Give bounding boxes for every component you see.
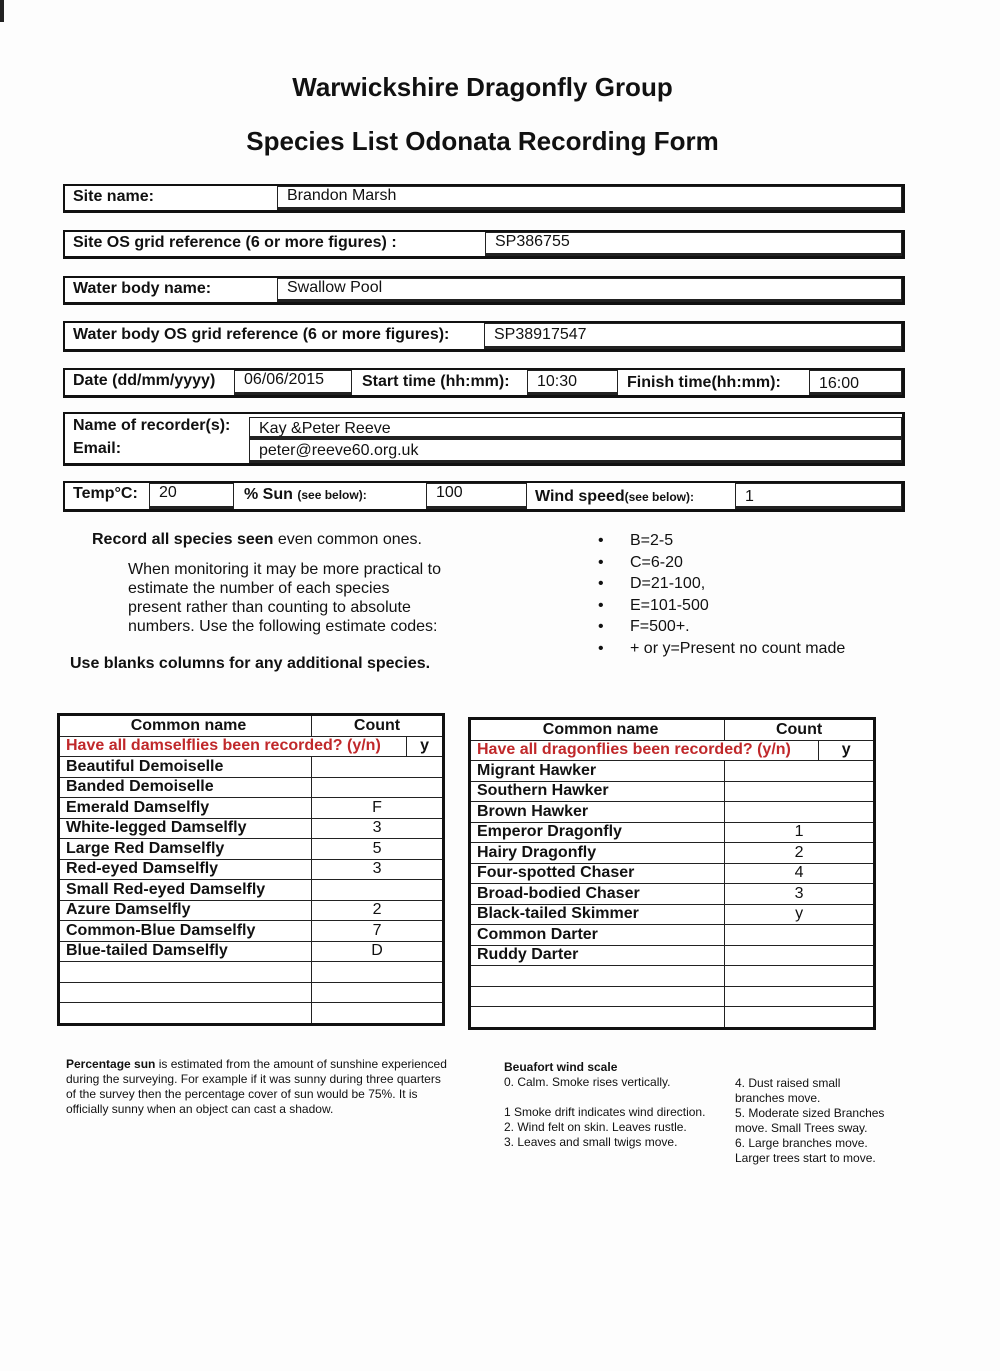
header-common-name: Common name — [470, 719, 725, 741]
date-label: Date (dd/mm/yyyy) — [73, 372, 216, 389]
table-row — [470, 986, 875, 1007]
record-all-note — [92, 531, 422, 549]
estimate-code: • B=2-5 — [598, 532, 845, 554]
beaufort-item: 1 Smoke drift indicates wind direction. — [504, 1105, 706, 1119]
species-count-field[interactable]: 4 — [725, 863, 875, 884]
table-row — [59, 798, 444, 819]
damselfly-question: Have all damselflies been recorded? (y/n) — [59, 736, 407, 757]
date-field[interactable]: 06/06/2015 — [234, 370, 352, 395]
table-header-row — [59, 715, 444, 737]
sun-field[interactable]: 100 — [426, 483, 527, 509]
table-row — [470, 904, 875, 925]
wind-label — [535, 488, 694, 506]
beaufort-item: 6. Large branches move. Larger trees start to move. — [735, 1136, 876, 1165]
species-count-field[interactable] — [312, 880, 444, 901]
beaufort-item: 2. Wind felt on skin. Leaves rustle. — [504, 1120, 687, 1134]
estimate-codes-list — [598, 532, 845, 661]
beaufort-spacer — [504, 1090, 709, 1105]
estimate-code: • D=21-100, — [598, 575, 845, 597]
scan-edge-mark — [0, 0, 4, 22]
species-name: Small Red-eyed Damselfly — [59, 880, 312, 901]
damselfly-answer-field[interactable]: y — [407, 736, 444, 757]
water-grid-field[interactable]: SP38917547 — [484, 323, 902, 349]
species-name: White-legged Damselfly — [59, 818, 312, 839]
sun-explanation-text: is estimated from the amount of sunshine experienced during the surveying. For example if it was sunny during three quarters of the survey then the percentage cover of sun would be 75%. It is officially sunny when an object can cast a shadow. — [66, 1057, 447, 1116]
estimate-code: • + or y=Present no count made — [598, 640, 845, 662]
form-title: Species List Odonata Recording Form — [246, 126, 719, 156]
beaufort-item: 5. Moderate sized Branches move. Small Trees sway. — [735, 1106, 885, 1135]
species-name: Red-eyed Damselfly — [59, 859, 312, 880]
table-row — [59, 839, 444, 860]
species-count-field[interactable]: 2 — [725, 843, 875, 864]
monitoring-line: estimate the number of each species — [128, 580, 390, 597]
species-count-field[interactable] — [312, 982, 444, 1003]
beaufort-item: 4. Dust raised small branches move. — [735, 1076, 841, 1105]
table-row — [470, 945, 875, 966]
recorder-name-field[interactable]: Kay &Peter Reeve — [249, 417, 902, 439]
table-row — [470, 802, 875, 823]
dragonfly-question-row — [470, 740, 875, 761]
timing-row — [63, 368, 905, 398]
species-name — [59, 982, 312, 1003]
species-count-field[interactable] — [725, 761, 875, 782]
species-name: Emperor Dragonfly — [470, 822, 725, 843]
record-all-bold: Record all species seen — [92, 531, 274, 548]
species-name: Brown Hawker — [470, 802, 725, 823]
table-row — [59, 900, 444, 921]
damselfly-question-row — [59, 736, 444, 757]
estimate-code: • C=6-20 — [598, 554, 845, 576]
email-field[interactable]: peter@reeve60.org.uk — [249, 439, 902, 463]
table-row — [59, 757, 444, 778]
table-row — [470, 1007, 875, 1029]
damselfly-table — [57, 713, 445, 1026]
species-name — [470, 1007, 725, 1029]
species-count-field[interactable] — [725, 802, 875, 823]
species-name: Hairy Dragonfly — [470, 843, 725, 864]
org-title: Warwickshire Dragonfly Group — [292, 72, 673, 102]
species-name — [59, 1003, 312, 1025]
monitoring-line: When monitoring it may be more practical to — [128, 561, 442, 578]
species-name: Emerald Damselfly — [59, 798, 312, 819]
table-row — [470, 781, 875, 802]
species-count-field[interactable] — [725, 986, 875, 1007]
table-row — [470, 966, 875, 987]
start-time-label: Start time (hh:mm): — [362, 373, 510, 390]
dragonfly-question: Have all dragonflies been recorded? (y/n) — [470, 740, 819, 761]
table-row — [59, 880, 444, 901]
species-name: Common Darter — [470, 925, 725, 946]
table-row — [59, 962, 444, 983]
species-name — [59, 962, 312, 983]
wind-field[interactable]: 1 — [735, 483, 902, 509]
species-count-field[interactable]: y — [725, 904, 875, 925]
table-header-row — [470, 719, 875, 741]
header-common-name: Common name — [59, 715, 312, 737]
header-count: Count — [312, 715, 444, 737]
species-count-field[interactable]: D — [312, 941, 444, 962]
species-name: Broad-bodied Chaser — [470, 884, 725, 905]
site-name-field[interactable]: Brandon Marsh — [277, 186, 902, 210]
species-count-field[interactable] — [725, 781, 875, 802]
sun-label-note: (see below): — [297, 488, 367, 502]
species-name: Large Red Damselfly — [59, 839, 312, 860]
blank-columns-note: Use blanks columns for any additional species. — [70, 655, 431, 672]
table-row — [59, 859, 444, 880]
monitoring-line: numbers. Use the following estimate codes: — [128, 618, 438, 635]
species-name: Southern Hawker — [470, 781, 725, 802]
species-count-field[interactable] — [312, 962, 444, 983]
species-count-field[interactable]: 3 — [312, 818, 444, 839]
header-count: Count — [725, 719, 875, 741]
water-grid-label: Water body OS grid reference (6 or more figures): — [73, 326, 450, 343]
beaufort-item: 0. Calm. Smoke rises vertically. — [504, 1075, 671, 1089]
email-label: Email: — [73, 440, 122, 457]
sun-explanation — [66, 1057, 451, 1117]
species-name: Beautiful Demoiselle — [59, 757, 312, 778]
water-body-label: Water body name: — [73, 280, 212, 297]
species-count-field[interactable] — [312, 757, 444, 778]
table-row — [470, 863, 875, 884]
sun-label — [244, 486, 367, 504]
finish-time-field[interactable]: 16:00 — [809, 370, 902, 395]
table-row — [470, 822, 875, 843]
sun-label-text: % Sun — [244, 486, 293, 503]
species-count-field[interactable]: 1 — [725, 822, 875, 843]
water-grid-row — [63, 321, 905, 352]
water-body-field[interactable]: Swallow Pool — [277, 278, 902, 302]
species-name: Azure Damselfly — [59, 900, 312, 921]
water-body-row — [63, 276, 905, 305]
table-row — [470, 884, 875, 905]
species-count-field[interactable]: F — [312, 798, 444, 819]
species-count-field[interactable]: 2 — [312, 900, 444, 921]
table-row — [59, 921, 444, 942]
monitoring-note — [128, 560, 441, 636]
dragonfly-answer-field[interactable]: y — [819, 740, 875, 761]
table-row — [59, 941, 444, 962]
species-name — [470, 986, 725, 1007]
record-all-rest: even common ones. — [273, 531, 422, 548]
beaufort-title: Beuafort wind scale — [504, 1060, 618, 1074]
temp-field[interactable]: 20 — [149, 483, 234, 509]
finish-time-label: Finish time(hh:mm): — [627, 374, 781, 391]
table-row — [470, 843, 875, 864]
estimate-code: • F=500+. — [598, 618, 845, 640]
site-grid-field[interactable]: SP386755 — [485, 232, 902, 256]
recorder-block — [63, 412, 905, 466]
species-count-field[interactable]: 3 — [312, 859, 444, 880]
dragonfly-table — [468, 717, 876, 1030]
species-name: Blue-tailed Damselfly — [59, 941, 312, 962]
species-count-field[interactable] — [312, 1003, 444, 1025]
species-name — [470, 966, 725, 987]
wind-label-text: Wind speed — [535, 488, 625, 505]
table-row — [59, 777, 444, 798]
species-count-field[interactable] — [312, 777, 444, 798]
species-name: Ruddy Darter — [470, 945, 725, 966]
monitoring-line: present rather than counting to absolute — [128, 599, 411, 616]
table-row — [59, 818, 444, 839]
site-name-row — [63, 184, 905, 213]
species-count-field[interactable] — [725, 1007, 875, 1029]
species-count-field[interactable] — [725, 945, 875, 966]
temp-label: Temp°C: — [73, 485, 138, 502]
estimate-code: • E=101-500 — [598, 597, 845, 619]
wind-label-note: (see below): — [624, 490, 694, 504]
recorder-name-label: Name of recorder(s): — [73, 417, 231, 434]
species-name: Black-tailed Skimmer — [470, 904, 725, 925]
species-name: Common-Blue Damselfly — [59, 921, 312, 942]
weather-row — [63, 481, 905, 512]
species-count-field[interactable]: 5 — [312, 839, 444, 860]
species-count-field[interactable] — [725, 925, 875, 946]
table-row — [470, 761, 875, 782]
species-name: Banded Demoiselle — [59, 777, 312, 798]
start-time-field[interactable]: 10:30 — [527, 370, 618, 395]
species-name: Migrant Hawker — [470, 761, 725, 782]
site-grid-label: Site OS grid reference (6 or more figures) : — [73, 234, 397, 251]
table-row — [59, 1003, 444, 1025]
sun-explanation-title: Percentage sun — [66, 1057, 156, 1071]
table-row — [59, 982, 444, 1003]
beaufort-right — [735, 1076, 885, 1166]
species-name: Four-spotted Chaser — [470, 863, 725, 884]
table-row — [470, 925, 875, 946]
site-name-label: Site name: — [73, 188, 154, 205]
beaufort-left — [504, 1060, 709, 1150]
site-grid-row — [63, 230, 905, 259]
species-count-field[interactable]: 3 — [725, 884, 875, 905]
beaufort-item: 3. Leaves and small twigs move. — [504, 1135, 678, 1149]
species-count-field[interactable] — [725, 966, 875, 987]
species-count-field[interactable]: 7 — [312, 921, 444, 942]
